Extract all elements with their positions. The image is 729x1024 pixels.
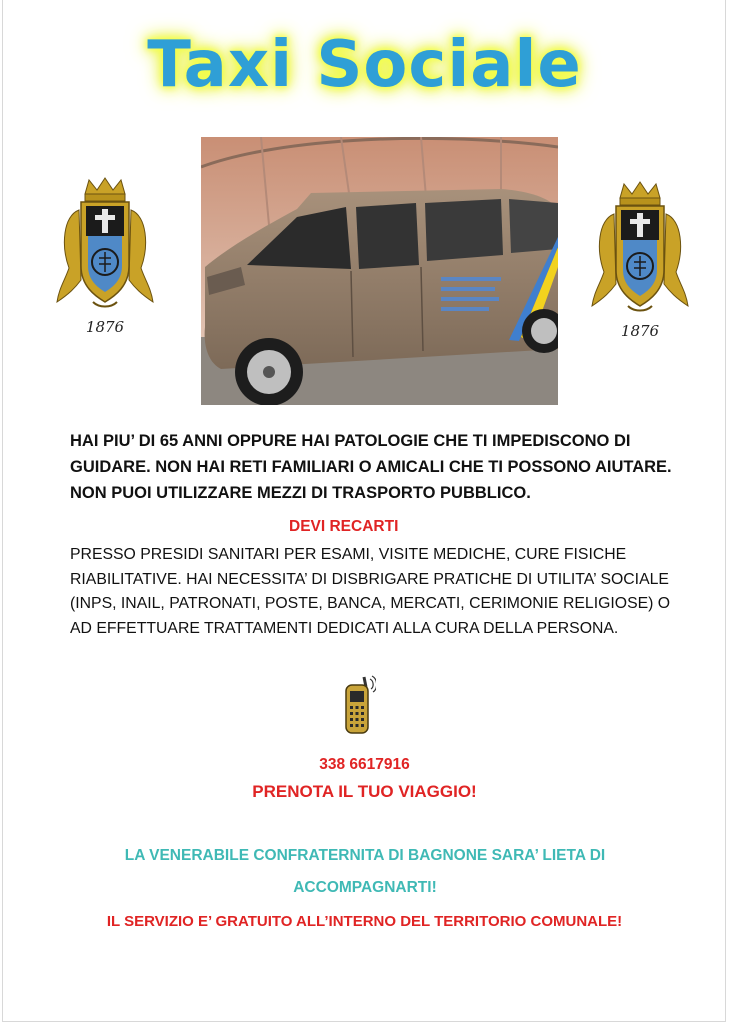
poster-title: Taxi Sociale: [147, 28, 582, 102]
free-service-notice: IL SERVIZIO E’ GRATUITO ALL’INTERNO DEL TERRITORIO COMUNALE!: [106, 913, 623, 930]
crest-right: [590, 180, 690, 340]
coat-of-arms-icon: [55, 176, 155, 316]
devi-recarti-heading: DEVI RECARTI: [289, 518, 399, 535]
phone-number: 338 6617916: [319, 756, 410, 773]
services-paragraph: PRESSO PRESIDI SANITARI PER ESAMI, VISITE MEDICHE, CURE FISICHE RIABILITATIVE. HAI NECESSITA’ DI DISBRIGARE PRATICHE DI UTILITA’ SOCIALE (INPS, INAIL, PATRONATI, POSTE, BANCA, MERCATI, CERIMONIE RELIGIOSE) O AD EFFETTUARE TRATTAMENTI DEDICATI ALLA CURA DELLA PERSONA.: [70, 546, 671, 637]
coat-of-arms-icon: [590, 180, 690, 320]
booking-call-to-action: PRENOTA IL TUO VIAGGIO!: [252, 782, 477, 801]
crest-left: [55, 176, 155, 336]
crest-year: 1876: [620, 322, 660, 340]
crest-year: 1876: [85, 318, 125, 336]
intro-paragraph: HAI PIU’ DI 65 ANNI OPPURE HAI PATOLOGIE CHE TI IMPEDISCONO DI GUIDARE. NON HAI RETI FAMILIARI O AMICALI CHE TI POSSONO AIUTARE. NON PUOI UTILIZZARE MEZZI DI TRASPORTO PUBBLICO.: [70, 432, 672, 502]
van-photo: [201, 137, 558, 405]
mobile-phone-icon: [340, 675, 376, 737]
confraternita-message: LA VENERABILE CONFRATERNITA DI BAGNONE SARA’ LIETA DI ACCOMPAGNARTI!: [124, 847, 606, 896]
